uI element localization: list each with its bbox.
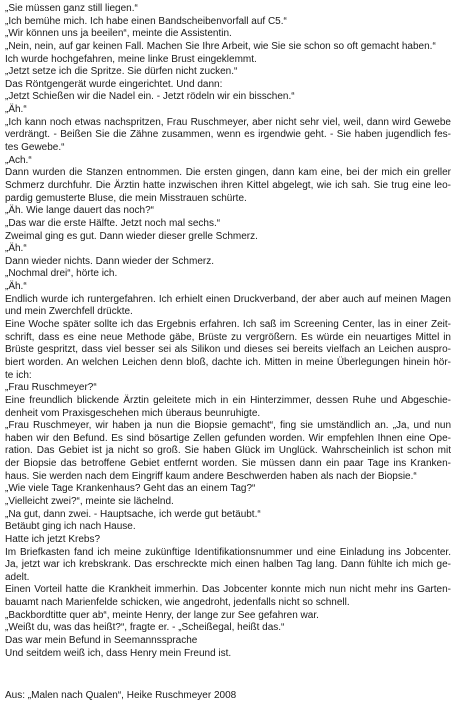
text-line: Hatte ich jetzt Krebs? [5,533,101,545]
text-line: Zweimal ging es gut. Dann wieder dieser grelle Schmerz. [5,230,258,242]
text-line: Einen Vorteil hatte die Krankheit immerhin. Das Jobcenter konnte mich nun nicht mehr ins Garten- [5,584,451,596]
text-line: Im Briefkasten fand ich meine zukünftige Identifikationsnummer und eine Einladung ins Jobcenter. [5,546,451,558]
text-line: tes Gewebe.“ [5,142,65,154]
text-line: Betäubt ging ich nach Hause. [5,521,136,533]
text-line: Schmerz durchfuhr. Die Ärztin hatte inzwischen ihren Kittel abgelegt, wie ich sah. Sie trug eine leo- [5,179,451,191]
text-line: „Wir können uns ja beeilen“, meinte die Assistentin. [5,28,232,40]
text-line: ration. Das Gebiet ist ja nicht so groß. Sie haben Glück im Unglück. Wahrscheinlich ist schon mit [5,445,451,457]
text-line: schrift, dass es eine neue Methode gäbe, Brüste zu vergrößern. Es würde ein neuartiges Mittel in [5,331,451,343]
text-line: „Weißt du, was das heißt?“, fragte er. - „Scheißegal, heißt das.“ [5,622,285,634]
text-line: „Jetzt setze ich die Spritze. Sie dürfen nicht zucken.“ [5,66,238,78]
text-line: „Frau Ruschmeyer, wir haben ja nun die Biopsie gemacht“, fing sie umständlich an. „Ja, und nun [5,420,451,432]
text-line: Endlich wurde ich runtergefahren. Ich erhielt einen Druckverband, der aber auch auf meinen Magen [5,293,451,305]
text-line: „Äh.“ [5,243,27,255]
text-line: und mein Zwerchfell drückte. [5,306,133,318]
text-line: „Ich bemühe mich. Ich habe einen Bandscheibenvorfall auf C5.“ [5,15,287,27]
text-line: Dann wieder nichts. Dann wieder der Schmerz. [5,255,214,267]
text-line: „Nochmal drei“, hörte ich. [5,268,118,280]
text-line: pardig gemusterte Bluse, die mein Misstrauen schürte. [5,192,247,204]
text-line: „Backbordtitte quer ab“, meinte Henry, der lange zur See gefahren war. [5,609,319,621]
text-line: Und seitdem weiß ich, dass Henry mein Freund ist. [5,647,232,659]
text-line: „Frau Ruschmeyer?“ [5,382,97,394]
text-line: Brüste gespritzt, dass viel besser sei als Silikon und dieses sei bereits vielfach an Leichen auspro- [5,344,451,356]
text-line: „Das war die erste Hälfte. Jetzt noch mal sechs.“ [5,217,221,229]
text-line: „Nein, nein, auf gar keinen Fall. Machen Sie Ihre Arbeit, wie Sie sie schon so oft gemacht haben.“ [5,40,436,52]
text-line: „Vielleicht zwei?“, meinte sie lächelnd. [5,495,174,507]
text-line: adelt. [5,571,30,583]
source-citation: Aus: „Malen nach Qualen“, Heike Ruschmeyer 2008 [5,690,237,701]
text-line: der Biopsie das betroffene Gebiet entfernt worden. Sie müssen dann ein paar Tage ins Kranken- [5,458,451,470]
text-line: Ja, jetzt war ich krebskrank. Das erschreckte mich einen halben Tag lang. Dann fühlte ich mich ge- [5,559,451,571]
text-line: Das war mein Befund in Seemannssprache [5,635,198,647]
text-line: „Ich kann noch etwas nachspritzen, Frau Ruschmeyer, aber nicht sehr viel, weil, dann wird Gewebe [5,116,451,128]
text-line: denheit vom Praxisgeschehen mich überaus beunruhigte. [5,407,261,419]
text-line: Eine Woche später sollte ich das Ergebnis erfahren. Ich saß im Screening Center, las in einer Zeit- [5,319,451,331]
document-body [5,3,451,660]
text-line: biert worden. An welchen Leichen denn bloß, dachte ich. Mitten in meine Überlegungen hinein hör- [5,356,451,368]
text-line: „Ach.“ [5,154,32,166]
text-line: „Sie müssen ganz still liegen.“ [5,3,138,14]
text-line: Eine freundlich blickende Ärztin geleitete mich in ein Hinterzimmer, dessen Ruhe und Abgeschie- [5,394,451,406]
text-line: „Äh.“ [5,104,27,116]
text-line: bauamt nach Marienfelde schicken, wie angedroht, jedenfalls nicht so schnell. [5,597,350,609]
text-line: „Wie viele Tage Krankenhaus? Geht das an einem Tag?“ [5,483,256,495]
text-line: haus. Sie werden nach dem Eingriff kaum andere Beschwerden haben als nach der Biopsie.“ [5,470,417,482]
text-line: Das Röntgengerät wurde eingerichtet. Und dann: [5,78,223,90]
text-line: te ich: [5,369,32,381]
text-line: „Äh. Wie lange dauert das noch?“ [5,205,154,217]
text-line: „Äh.“ [5,281,27,293]
text-line: „Na gut, dann zwei. - Hauptsache, ich werde gut betäubt.“ [5,508,261,520]
text-line: Dann wurden die Stanzen entnommen. Die ersten gingen, dann kam eine, bei der mich ein greller [5,167,451,179]
text-line: Ich wurde hochgefahren, meine linke Brust eingeklemmt. [5,53,257,65]
text-line: haben wir den Befund. Es sind bösartige Zellen gefunden worden. Wir empfehlen Ihnen eine Ope- [5,432,451,444]
text-line: verdrängt. - Beißen Sie die Zähne zusammen, wenn es irgendwie geht. - Sie haben jugendlich fes- [5,129,451,141]
text-line: „Jetzt Schießen wir die Nadel ein. - Jetzt rödeln wir ein bisschen.“ [5,91,295,103]
